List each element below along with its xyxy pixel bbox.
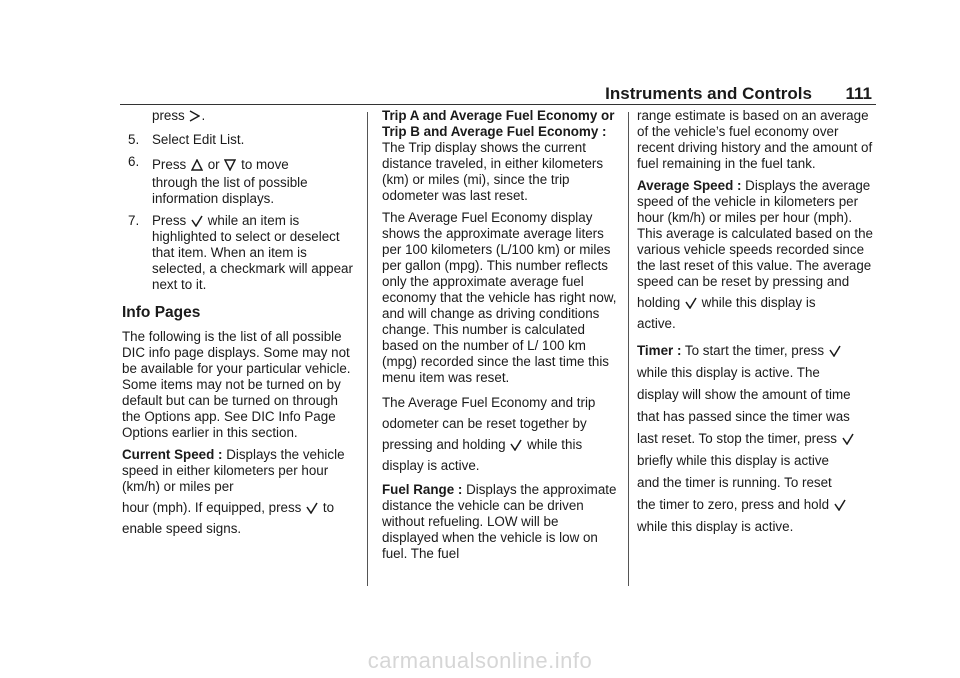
- current-speed-cont: hour (mph). If equipped, press to enable speed signs.: [122, 500, 335, 536]
- checkmark-icon: [829, 345, 841, 357]
- column-2: [382, 108, 618, 568]
- checkmark-icon: [191, 215, 203, 227]
- right-arrow-icon: [189, 110, 200, 122]
- intro-paragraph: The following is the list of all possible DIC info page displays. Some may not be available for your particular vehicle. Some items may not be turned on by default but can be turned on through the Options app. See DIC Info Page Options earlier in this section.: [122, 329, 351, 440]
- trip-entry: Trip A and Average Fuel Economy or Trip B and Average Fuel Economy : The Trip display shows the current distance traveled, in either kilometers (km) or miles (mi), since the trip odometer was last reset.: [382, 108, 615, 203]
- page-number: 111: [845, 84, 872, 103]
- current-speed-entry: Current Speed : Displays the vehicle speed in either kilometers per hour (km/h) or miles per: [122, 447, 345, 494]
- avg-fuel-paragraph: The Average Fuel Economy display shows the approximate average liters per 100 kilometers (L/100 km) or miles per gallon (mpg). This number reflects only the approximate average fuel economy that the vehicle has right now, and will change as driving conditions change. This number is calculated based on the number of L/ 100 km (mpg) recorded since the last time this menu item was reset.: [382, 210, 617, 385]
- timer-entry: Timer : To start the timer, press while this display is active. The display will show the amount of time that has passed since the timer was last reset. To stop the timer, press briefly while this display is active and the timer is running. To reset the timer to zero, press and hold while this display is active.: [637, 340, 875, 538]
- column-3: [637, 108, 875, 538]
- fuel-range-cont: range estimate is based on an average of the vehicle’s fuel economy over recent driving history and the amount of fuel remaining in the fuel tank.: [637, 108, 873, 171]
- checkmark-icon: [685, 297, 697, 309]
- reset-paragraph: The Average Fuel Economy and trip odometer can be reset together by pressing and holding while this display is active.: [382, 395, 596, 473]
- checkmark-icon: [306, 502, 318, 514]
- average-speed-entry: Average Speed : Displays the average speed of the vehicle in kilometers per hour (km/h) or miles per hour (mph). This average is calculated based on the various vehicle speeds recorded since the last reset of this value. The average speed can be reset by pressing and: [637, 178, 873, 289]
- checkmark-icon: [510, 439, 522, 451]
- page-header: [120, 84, 876, 105]
- checkmark-icon: [842, 433, 854, 445]
- section-title: Instruments and Controls: [605, 84, 812, 103]
- fuel-range-entry: Fuel Range : Displays the approximate distance the vehicle can be driven without refueling. LOW will be displayed when the vehicle is low on fuel. The fuel: [382, 482, 617, 561]
- up-arrow-icon: [191, 159, 203, 171]
- step-5: 5. Select Edit List.: [128, 132, 245, 147]
- column-divider: [367, 112, 368, 586]
- step-7: 7. Press while an item is highlighted to select or deselect that item. When an item is selected, a checkmark will appear next to it.: [128, 213, 353, 292]
- step-6: 6. Press or to move through the list of possible information displays.: [128, 154, 308, 206]
- down-arrow-icon: [224, 159, 236, 171]
- step-continuation: press .: [152, 108, 206, 123]
- watermark: carmanualsonline.info: [367, 648, 593, 673]
- column-1: [122, 108, 354, 545]
- section-heading: Info Pages: [122, 304, 201, 321]
- column-divider: [628, 112, 629, 586]
- average-speed-cont: holding while this display is active.: [637, 295, 816, 331]
- checkmark-icon: [834, 499, 846, 511]
